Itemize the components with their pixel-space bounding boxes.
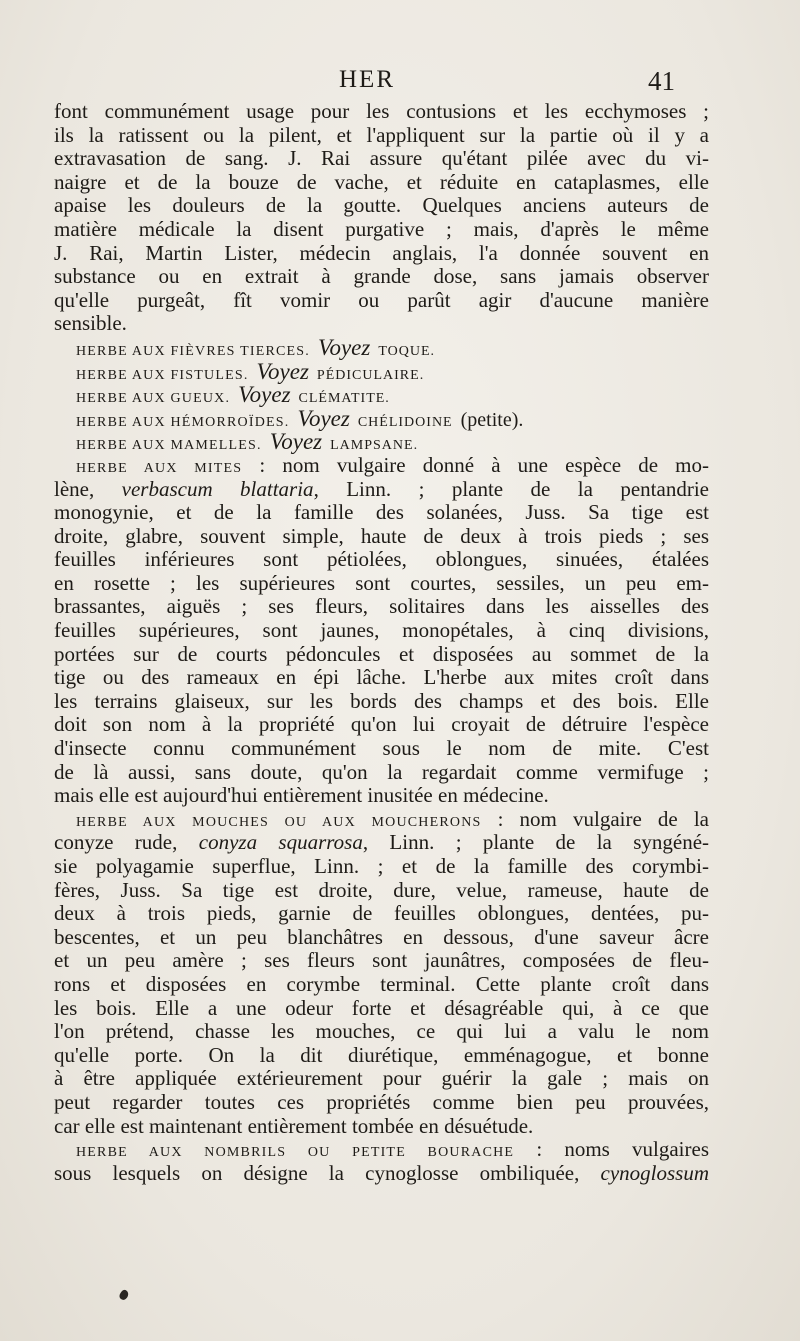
- xref-term: HERBE AUX MAMELLES.: [76, 438, 262, 454]
- xref-target: CHÉLIDOINE: [357, 414, 453, 430]
- latin-name: verbascum blattaria: [121, 476, 314, 501]
- entry-first-line: [54, 1138, 709, 1162]
- entry-text: , Linn. ; plante de la syngéné-: [362, 830, 710, 855]
- text-line: substance ou en extrait à grande dose, sans jamais observer: [54, 264, 709, 289]
- text-line: qu'elle purgeât, fît vomir ou parût agir d'aucune manière: [54, 287, 709, 312]
- running-head: HER: [339, 66, 395, 93]
- xref-entry: [54, 360, 709, 384]
- latin-name: conyza squarrosa: [198, 830, 363, 855]
- entry-herbe-aux-mouches: [54, 808, 709, 1138]
- entry-heading: HERBE AUX NOMBRILS OU PETITE BOURACHE: [76, 1145, 515, 1161]
- text-line: fères, Juss. Sa tige est droite, dure, velue, rameuse, haute de: [54, 877, 709, 902]
- text-line: naigre et de la bouze de vache, et réduite en cataplasmes, elle: [54, 169, 709, 194]
- entry-heading: HERBE AUX MITES: [76, 460, 243, 476]
- text-line: d'insecte connu communément sous le nom de mite. C'est: [54, 736, 709, 761]
- entry-herbe-aux-mites: [54, 454, 709, 808]
- page-number: 41: [648, 66, 675, 96]
- text-line: de là aussi, sans doute, qu'on la regardait comme vermifuge ;: [54, 759, 709, 784]
- text-line: sensible.: [54, 311, 127, 336]
- text-line: doit son nom à la propriété qu'on lui croyait de détruire l'espèce: [54, 712, 709, 737]
- text-line: tige ou des rameaux en épi lâche. L'herbe aux mites croît dans: [54, 665, 709, 690]
- text-line: et un peu amère ; ses fleurs sont jaunâtres, composées de fleu-: [54, 948, 709, 973]
- entry-heading: HERBE AUX MOUCHES OU AUX MOUCHERONS: [76, 814, 482, 830]
- entry-text: : nom vulgaire donné à une espèce de mo-: [259, 452, 710, 477]
- xref-see: Voyez: [256, 358, 309, 384]
- xref-see: Voyez: [297, 405, 350, 431]
- xref-term: HERBE AUX FISTULES.: [76, 367, 249, 383]
- entry-text: sous lesquels on désigne la cynoglosse ombiliquée,: [54, 1160, 580, 1185]
- entry-text: lène,: [54, 476, 95, 501]
- text-line: monogynie, et de la famille des solanées, Juss. Sa tige est: [54, 500, 709, 525]
- text-line: apaise les douleurs de la goutte. Quelques anciens auteurs de: [54, 193, 709, 218]
- entry-first-line: [54, 808, 709, 832]
- entry-text: : nom vulgaire de la: [497, 806, 709, 831]
- xref-extra: (petite).: [460, 408, 524, 431]
- text-line: [54, 831, 709, 855]
- xref-see: Voyez: [238, 382, 291, 408]
- xref-entry: [54, 383, 709, 407]
- text-line: les bois. Elle a une odeur forte et désagréable qui, à ce que: [54, 995, 709, 1020]
- text-line: les terrains glaiseux, sur les bords des champs et des bois. Elle: [54, 688, 709, 713]
- text-line: deux à trois pieds, garnie de feuilles oblongues, dentées, pu-: [54, 901, 709, 926]
- text-line: feuilles supérieures, sont jaunes, monopétales, à cinq divisions,: [54, 618, 709, 643]
- text-line: J. Rai, Martin Lister, médecin anglais, l'a donnée souvent en: [54, 240, 709, 265]
- text-line: car elle est maintenant entièrement tombée en désuétude.: [54, 1113, 534, 1138]
- xref-see: Voyez: [269, 429, 323, 455]
- xref-entry: [54, 407, 709, 431]
- body-text: [54, 100, 709, 1185]
- text-line: rons et disposées en corymbe terminal. Cette plante croît dans: [54, 971, 709, 996]
- text-line: qu'elle porte. On la dit diurétique, emménagogue, et bonne: [54, 1042, 709, 1067]
- text-line: extravasation de sang. J. Rai assure qu'étant pilée avec du vi-: [54, 146, 709, 171]
- text-line: ils la ratissent ou la pilent, et l'appliquent sur la partie où il y a: [54, 122, 709, 147]
- xref-term: HERBE AUX GUEUX.: [76, 391, 231, 407]
- xref-target: CLÉMATITE.: [298, 391, 390, 407]
- text-line: sie polyagamie superflue, Linn. ; et de la famille des corymbi-: [54, 854, 709, 878]
- xref-term: HERBE AUX FIÈVRES TIERCES.: [76, 343, 310, 359]
- xref-target: LAMPSANE.: [330, 438, 419, 454]
- text-line: feuilles inférieures sont pétiolées, oblongues, sinuées, étalées: [54, 547, 709, 572]
- xref-entry: [54, 336, 709, 360]
- latin-name: cynoglossum: [600, 1160, 710, 1185]
- text-line: [54, 478, 709, 502]
- intro-paragraph: [54, 100, 709, 336]
- text-line: droite, glabre, souvent simple, haute de deux à trois pieds ; ses: [54, 523, 709, 548]
- text-line: brassantes, aiguës ; ses fleurs, solitaires dans les aisselles des: [54, 594, 709, 619]
- text-line: mais elle est aujourd'hui entièrement inusitée en médecine.: [54, 783, 549, 808]
- text-line: font communément usage pour les contusions et les ecchymoses ;: [54, 99, 709, 123]
- entry-text: : noms vulgaires: [536, 1137, 709, 1162]
- xref-see: Voyez: [317, 334, 371, 360]
- text-line: en rosette ; les supérieures sont courtes, sessiles, un peu em-: [54, 570, 709, 595]
- text-line: à être appliquée extérieurement pour guérir la gale ; mais on: [54, 1066, 709, 1091]
- xref-term: HERBE AUX HÉMORROÏDES.: [76, 414, 290, 430]
- entry-text: , Linn. ; plante de la pentandrie: [313, 476, 709, 501]
- text-line: portées sur de courts pédoncules et disposées au sommet de la: [54, 641, 709, 666]
- text-line: peut regarder toutes ces propriétés comme bien peu prouvées,: [54, 1089, 709, 1114]
- page-header: [0, 66, 800, 100]
- entry-herbe-aux-nombrils: [54, 1138, 709, 1185]
- text-line: [54, 1162, 709, 1186]
- ink-speck: [118, 1289, 130, 1302]
- xref-target: PÉDICULAIRE.: [316, 367, 425, 383]
- text-line: matière médicale la disent purgative ; mais, d'après le même: [54, 216, 709, 241]
- text-line: l'on prétend, chasse les mouches, ce qui lui a valu le nom: [54, 1019, 709, 1044]
- xref-target: TOQUE.: [378, 343, 436, 359]
- xref-entry: [54, 430, 709, 454]
- entry-first-line: [54, 454, 709, 478]
- text-line: bescentes, et un peu blanchâtres en dessous, d'une saveur âcre: [54, 924, 709, 949]
- entry-text: conyze rude,: [54, 830, 178, 855]
- cross-reference-list: [54, 336, 709, 454]
